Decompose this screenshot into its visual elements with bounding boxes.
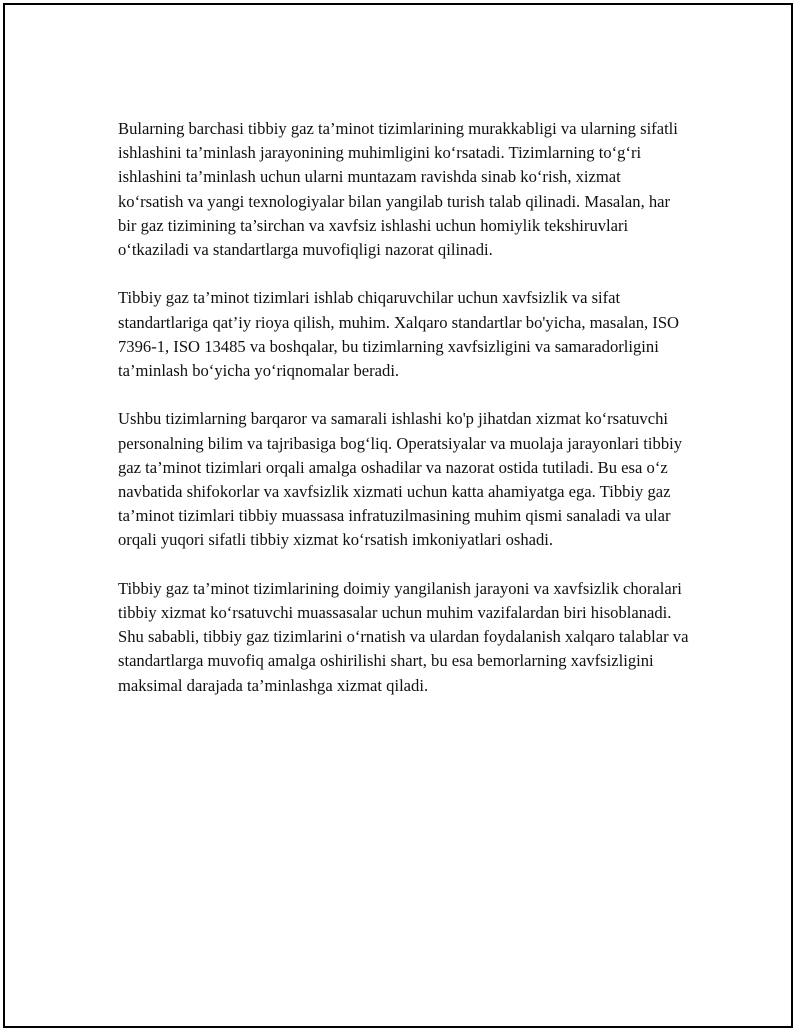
paragraph-1: Bularning barchasi tibbiy gaz ta’minot tizimlarining murakkabligi va ularning sifatli ishlashini ta’minlash jarayonining muhimligini ko‘rsatadi. Tizimlarning to‘g‘ri ishlashini ta’minlash uchun ularni muntazam ravishda sinab ko‘rish, xizmat ko‘rsatish va yangi texnologiyalar bilan yangilab turish talab qilinadi. Masalan, har bir gaz tizimining ta’sirchan va xavfsiz ishlashi uchun homiylik tekshiruvlari o‘tkaziladi va standartlarga muvofiqligi nazorat qilinadi. bbox=[118, 119, 678, 260]
paragraph-4: Tibbiy gaz ta’minot tizimlarining doimiy yangilanish jarayoni va xavfsizlik choralari tibbiy xizmat ko‘rsatuvchi muassasalar uchun muhim vazifalardan biri hisoblanadi. Shu sababli, tibbiy gaz tizimlarini o‘rnatish va ulardan foydalanish xalqaro talablar va standartlarga muvofiq amalga oshirilishi shart, bu esa bemorlarning xavfsizligini maksimal darajada ta’minlashga xizmat qiladi. bbox=[118, 578, 689, 695]
paragraph-2: Tibbiy gaz ta’minot tizimlari ishlab chiqaruvchilar uchun xavfsizlik va sifat standartlariga qat’iy rioya qilish, muhim. Xalqaro standartlar bo'yicha, masalan, ISO 7396-1, ISO 13485 va boshqalar, bu tizimlarning xavfsizligini va samaradorligini ta’minlash bo‘yicha yo‘riqnomalar beradi. bbox=[118, 288, 680, 381]
document-body bbox=[118, 117, 690, 722]
paragraph-3: Ushbu tizimlarning barqaror va samarali ishlashi ko'p jihatdan xizmat ko‘rsatuvchi personalning bilim va tajribasiga bog‘liq. Operatsiyalar va muolaja jarayonlari tibbiy gaz ta’minot tizimlari orqali amalga oshadilar va nazorat ostida tutiladi. Bu esa o‘z navbatida shifokorlar va xavfsizlik xizmati uchun katta ahamiyatga ega. Tibbiy gaz ta’minot tizimlari tibbiy muassasa infratuzilmasining muhim qismi sanaladi va ular orqali yuqori sifatli tibbiy xizmat ko‘rsatish imkoniyatlari oshadi. bbox=[118, 409, 683, 550]
